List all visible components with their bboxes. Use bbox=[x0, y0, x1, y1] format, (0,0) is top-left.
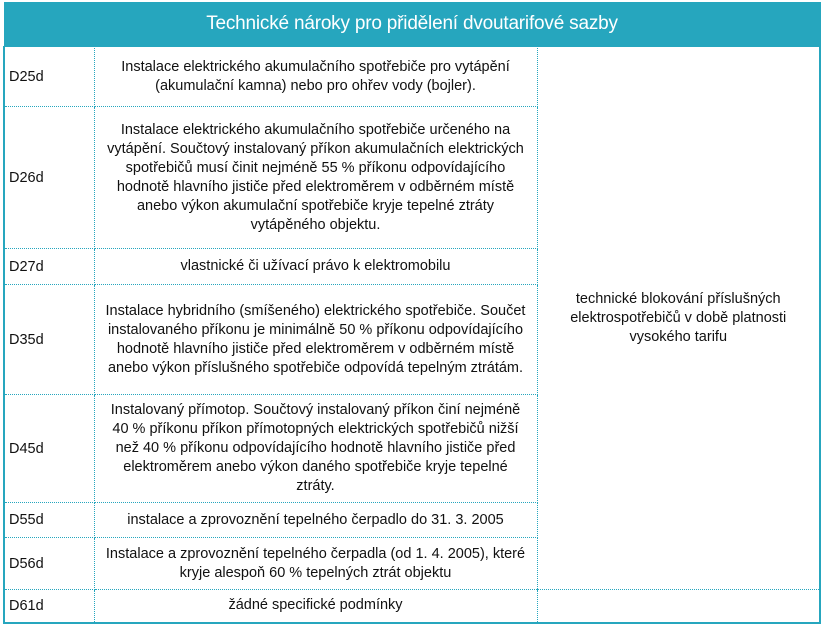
rate-code: D27d bbox=[4, 249, 94, 285]
rate-requirement: instalace a zprovoznění tepelného čerpadlo do 31. 3. 2005 bbox=[94, 503, 537, 538]
empty-condition-cell bbox=[537, 590, 820, 623]
rate-code: D25d bbox=[4, 47, 94, 107]
rate-code: D55d bbox=[4, 503, 94, 538]
rate-requirement: Instalace a zprovoznění tepelného čerpadla (od 1. 4. 2005), které kryje alespoň 60 % tepelných ztrát objektu bbox=[94, 538, 537, 590]
table-title: Technické nároky pro přidělení dvoutarifové sazby bbox=[4, 2, 820, 47]
rate-code: D26d bbox=[4, 107, 94, 249]
rate-code: D56d bbox=[4, 538, 94, 590]
rate-code: D35d bbox=[4, 285, 94, 395]
tariff-requirements-table bbox=[3, 2, 821, 624]
rate-code: D61d bbox=[4, 590, 94, 623]
table-header-row bbox=[4, 2, 820, 47]
table-row bbox=[4, 47, 820, 107]
shared-condition: technické blokování příslušných elektrospotřebičů v době platnosti vysokého tarifu bbox=[537, 47, 820, 590]
rate-requirement: žádné specifické podmínky bbox=[94, 590, 537, 623]
rate-requirement: Instalovaný přímotop. Součtový instalovaný příkon činí nejméně 40 % příkonu příkon přímotopných elektrických spotřebičů nižší než 40 % příkonu odpovídajícího hodnotě hlavního jističe před elektroměrem anebo výkon daného spotřebiče kryje tepelné ztráty. bbox=[94, 395, 537, 503]
rate-requirement: Instalace elektrického akumulačního spotřebiče určeného na vytápění. Součtový instalovaný příkon akumulačních elektrických spotřebičů musí činit nejméně 55 % příkonu odpovídajícího hodnotě hlavního jističe před elektroměrem v odběrném místě anebo výkon akumulační spotřebiče kryje tepelné ztráty vytápěného objektu. bbox=[94, 107, 537, 249]
rate-requirement: Instalace elektrického akumulačního spotřebiče pro vytápění (akumulační kamna) nebo pro ohřev vody (bojler). bbox=[94, 47, 537, 107]
table-row bbox=[4, 590, 820, 623]
rate-requirement: Instalace hybridního (smíšeného) elektrického spotřebiče. Součet instalovaného příkonu je minimálně 50 % příkonu odpovídajícího hodnotě hlavního jističe před elektroměrem v odběrném místě anebo výkon příslušného spotřebiče odpovídá tepelným ztrátám. bbox=[94, 285, 537, 395]
rate-requirement: vlastnické či užívací právo k elektromobilu bbox=[94, 249, 537, 285]
rate-code: D45d bbox=[4, 395, 94, 503]
